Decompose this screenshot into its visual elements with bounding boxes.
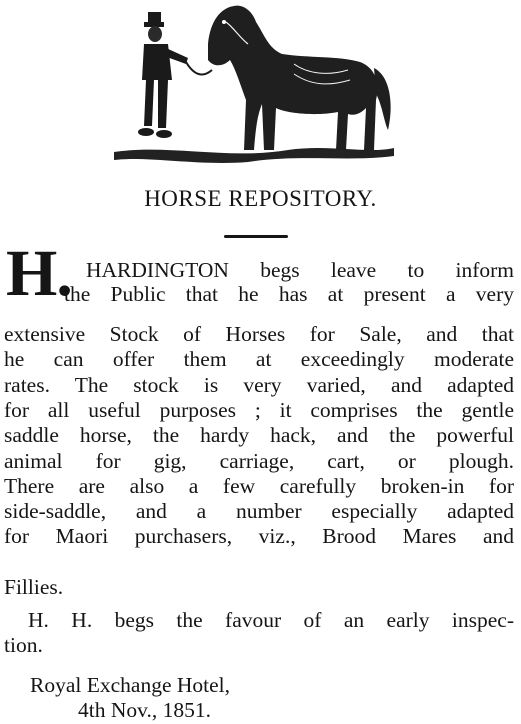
body-line: extensive Stock of Horses for Sale, and that <box>4 322 514 346</box>
heading-divider <box>224 235 288 238</box>
address-line: Royal Exchange Hotel, <box>30 673 231 697</box>
date-line: 4th Nov., 1851. <box>78 698 211 722</box>
body-line: animal for gig, carriage, cart, or plough. <box>4 449 514 473</box>
closing-line: tion. <box>4 633 43 657</box>
body-line: the Public that he has at present a very <box>64 282 514 306</box>
body-line-last: Fillies. <box>4 575 64 599</box>
drop-cap: H. <box>6 237 72 310</box>
body-line: for Maori purchasers, viz., Brood Mares and <box>4 524 514 548</box>
body-line: saddle horse, the hardy hack, and the powerful <box>4 423 514 447</box>
body-line: HARDINGTON begs leave to inform <box>86 258 514 282</box>
horse-and-groom-woodcut <box>108 4 398 164</box>
body-line: side-saddle, and a number especially adapted <box>4 499 514 523</box>
body-line: for all useful purposes ; it comprises the gentle <box>4 398 514 422</box>
body-line: There are also a few carefully broken-in for <box>4 474 514 498</box>
closing-line: H. H. begs the favour of an early inspec- <box>28 608 514 632</box>
body-line: rates. The stock is very varied, and adapted <box>4 373 514 397</box>
advert-heading: HORSE REPOSITORY. <box>144 186 377 211</box>
body-line: he can offer them at exceedingly moderate <box>4 347 514 371</box>
